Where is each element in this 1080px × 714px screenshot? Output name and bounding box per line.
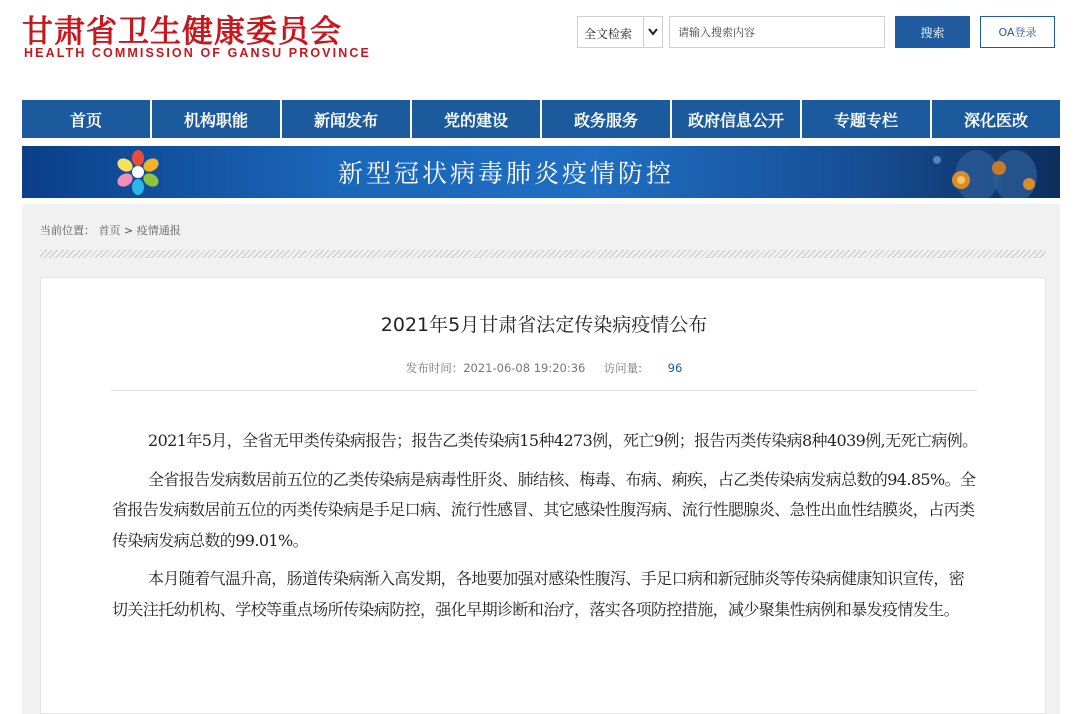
nav-item-reform[interactable]: 深化医改 bbox=[963, 110, 1028, 130]
oa-login-button[interactable]: OA登录 bbox=[980, 16, 1055, 48]
views-label: 访问量: bbox=[603, 361, 643, 375]
breadcrumb-current-link[interactable]: 疫情通报 bbox=[136, 224, 181, 237]
nav-item-topics[interactable]: 专题专栏 bbox=[802, 100, 932, 138]
article-meta bbox=[41, 360, 1047, 376]
search-scope-select[interactable] bbox=[577, 16, 663, 48]
site-header bbox=[0, 0, 1080, 100]
breadcrumb-prefix: 当前位置： bbox=[40, 224, 95, 237]
article-panel bbox=[40, 277, 1046, 714]
article-paragraph: 本月随着气温升高，肠道传染病渐入高发期，各地要加强对感染性腹泻、手足口病和新冠肺炎等传染病健康知识宣传，密切关注托幼机构、学校等重点场所传染病防控，强化早期诊断和治疗，落实各项防控措施，减少聚集性病例和暴发疫情发生。 bbox=[112, 569, 965, 619]
publish-time-label: 发布时间： bbox=[405, 361, 464, 375]
search-scope-value: 全文检索 bbox=[584, 27, 633, 41]
breadcrumb bbox=[40, 222, 181, 238]
main-nav bbox=[22, 100, 1060, 138]
article-paragraph: 全省报告发病数居前五位的乙类传染病是病毒性肝炎、肺结核、梅毒、布病、痢疾，占乙类传染病发病总数的94.85%。全省报告发病数居前五位的丙类传染病是手足口病、流行性感冒、其它感染性腹泻病、流行性腮腺炎、急性出血性结膜炎，占丙类传染病发病总数的99.01%。 bbox=[112, 469, 976, 550]
article-title: 2021年5月甘肃省法定传染病疫情公布 bbox=[380, 314, 708, 336]
site-logo-en: HEALTH COMMISSION OF GANSU PROVINCE bbox=[24, 46, 371, 60]
breadcrumb-separator: > bbox=[124, 224, 134, 237]
breadcrumb-home-link[interactable]: 首页 bbox=[98, 224, 121, 237]
nav-item-services[interactable]: 政务服务 bbox=[542, 100, 672, 138]
publish-time-value: 2021-06-08 19:20:36 bbox=[463, 361, 586, 375]
search-input[interactable] bbox=[669, 16, 885, 48]
virus-lung-illustration bbox=[917, 146, 1057, 198]
nav-item-home[interactable]: 首页 bbox=[22, 100, 152, 138]
site-logo-cn[interactable]: 甘肃省卫生健康委员会 bbox=[22, 14, 342, 50]
nav-item-disclosure[interactable]: 政府信息公开 bbox=[672, 100, 802, 138]
chevron-down-icon bbox=[643, 17, 662, 47]
nav-item-news[interactable]: 新闻发布 bbox=[282, 100, 412, 138]
article-paragraph: 2021年5月，全省无甲类传染病报告；报告乙类传染病15种4273例，死亡9例；报告丙类传染病8种4039例,无死亡病例。 bbox=[148, 431, 978, 450]
hatched-divider bbox=[40, 250, 1046, 258]
flower-emblem-icon bbox=[108, 148, 168, 196]
search-button[interactable]: 搜索 bbox=[895, 16, 970, 48]
covid-banner[interactable] bbox=[22, 146, 1060, 198]
nav-item-party[interactable]: 党的建设 bbox=[412, 100, 542, 138]
article-body bbox=[112, 426, 978, 633]
banner-title: 新型冠状病毒肺炎疫情防控 bbox=[338, 159, 675, 188]
meta-divider bbox=[111, 390, 977, 391]
nav-item-functions[interactable]: 机构职能 bbox=[152, 100, 282, 138]
views-count: 96 bbox=[667, 361, 683, 375]
